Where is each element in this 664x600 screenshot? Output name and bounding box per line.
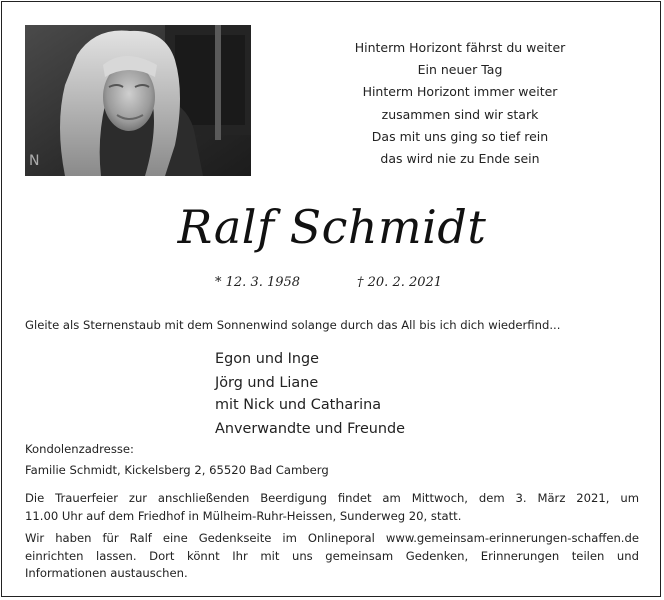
birth-date: * 12. 3. 1958	[215, 275, 301, 290]
portrait-photo	[25, 25, 251, 176]
memorial-info	[25, 530, 639, 583]
funeral-line: 11.00 Uhr auf dem Friedhof in Mülheim-Ruhr-Heissen, Sunderweg 20, statt.	[25, 508, 462, 523]
poem-line: Das mit uns ging so tief rein	[371, 128, 549, 144]
condolence-address-line: Familie Schmidt, Kickelsberg 2, 65520 Bad Camberg	[25, 462, 329, 477]
farewell-quote: Gleite als Sternenstaub mit dem Sonnenwind solange durch das All bis ich dich wiederfind...	[25, 318, 561, 332]
poem	[300, 37, 620, 170]
poem-line: das wird nie zu Ende sein	[380, 151, 540, 167]
poem-line: Hinterm Horizont fährst du weiter	[354, 40, 566, 55]
condolence-label: Kondolenzadresse:	[25, 442, 134, 456]
memorial-line: Wir haben für Ralf eine Gedenkseite im Onlineporal www.gemeinsam-erinnerungen-schaffen.de	[25, 531, 639, 545]
memorial-line: einrichten lassen. Dort könnt Ihr mit uns gemeinsam Gedenken, Erinnerungen teilen und	[25, 548, 639, 563]
condolence-address	[25, 441, 639, 479]
death-date: † 20. 2. 2021	[357, 275, 443, 290]
deceased-name: Ralf Schmidt	[177, 200, 487, 254]
funeral-info	[25, 490, 639, 525]
mourner-line: mit Nick und Catharina	[215, 397, 382, 413]
mourners-list	[215, 348, 405, 440]
funeral-line: Die Trauerfeier zur anschließenden Beerdigung findet am Mittwoch, dem 3. März 2021, um	[25, 491, 639, 505]
poem-line: Hinterm Horizont immer weiter	[362, 84, 558, 100]
poem-line: Ein neuer Tag	[417, 62, 503, 78]
memorial-line: Informationen austauschen.	[25, 566, 188, 580]
mourner-line: Egon und Inge	[215, 351, 320, 367]
poem-line: zusammen sind wir stark	[381, 106, 539, 122]
mourner-line: Jörg und Liane	[215, 374, 319, 391]
svg-text:N: N	[29, 153, 40, 169]
mourner-line: Anverwandte und Freunde	[215, 420, 406, 437]
